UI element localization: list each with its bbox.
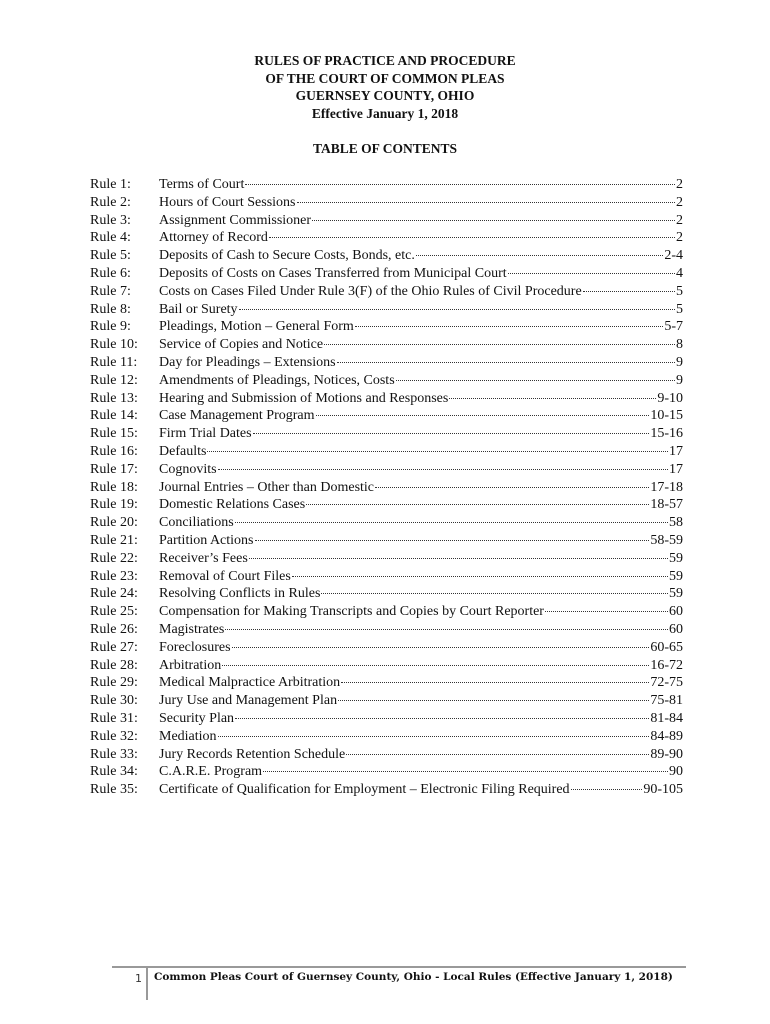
toc-entry (90, 764, 683, 782)
toc-rule-title: Jury Use and Management Plan (159, 693, 338, 709)
toc-page-reference: 8 (676, 337, 683, 353)
toc-page-reference: 18-57 (650, 497, 683, 513)
toc-entry (90, 640, 683, 658)
toc-rule-number: Rule 14: (90, 408, 138, 424)
footer-text: Common Pleas Court of Guernsey County, Ohio - Local Rules (Effective January 1, 2018) (154, 971, 673, 983)
toc-dot-leader (235, 522, 668, 523)
toc-page-reference: 58-59 (650, 532, 683, 548)
toc-entry (90, 551, 683, 569)
toc-rule-number: Rule 4: (90, 230, 131, 246)
toc-dot-leader (306, 504, 649, 505)
toc-dot-leader (218, 736, 650, 737)
toc-rule-title: Partition Actions (159, 532, 254, 548)
toc-dot-leader (321, 593, 668, 594)
toc-rule-title: Foreclosures (159, 639, 231, 655)
toc-rule-number: Rule 6: (90, 265, 131, 281)
toc-rule-number: Rule 20: (90, 515, 138, 531)
footer-divider (112, 966, 686, 968)
toc-rule-title: Terms of Court (159, 177, 245, 192)
toc-rule-number: Rule 32: (90, 728, 138, 744)
toc-page-reference: 17 (669, 461, 683, 477)
toc-dot-leader (239, 309, 675, 310)
toc-entry (90, 391, 683, 409)
toc-page-reference: 16-72 (650, 657, 683, 673)
toc-dot-leader (341, 682, 649, 683)
toc-entry (90, 622, 683, 640)
toc-page-reference: 2 (676, 177, 683, 192)
toc-rule-title: Firm Trial Dates (159, 426, 252, 442)
toc-entry (90, 729, 683, 747)
toc-rule-title: Medical Malpractice Arbitration (159, 675, 341, 691)
toc-dot-leader (338, 700, 649, 701)
toc-dot-leader (253, 433, 650, 434)
toc-rule-number: Rule 8: (90, 301, 131, 317)
toc-entry (90, 747, 683, 765)
toc-dot-leader (346, 754, 649, 755)
toc-rule-number: Rule 29: (90, 675, 138, 691)
toc-rule-number: Rule 27: (90, 639, 138, 655)
toc-page-reference: 59 (669, 586, 683, 602)
toc-page-reference: 10-15 (650, 408, 683, 424)
toc-entry (90, 533, 683, 551)
toc-rule-title: Costs on Cases Filed Under Rule 3(F) of the Ohio Rules of Civil Procedure (159, 283, 582, 299)
toc-page-reference: 5 (676, 283, 683, 299)
toc-entry (90, 426, 683, 444)
toc-dot-leader (316, 415, 650, 416)
toc-rule-number: Rule 1: (90, 177, 131, 192)
toc-page-reference: 2 (676, 194, 683, 210)
toc-rule-title: Journal Entries – Other than Domestic (159, 479, 375, 495)
toc-entry (90, 693, 683, 711)
header-title-line-1: RULES OF PRACTICE AND PROCEDURE (254, 53, 516, 68)
document-header (0, 52, 770, 122)
toc-rule-number: Rule 23: (90, 568, 138, 584)
toc-entry (90, 515, 683, 533)
toc-page-reference: 84-89 (650, 728, 683, 744)
toc-page-reference: 9 (676, 354, 683, 370)
toc-dot-leader (416, 255, 663, 256)
toc-page-reference: 2-4 (664, 248, 683, 264)
toc-rule-title: Magistrates (159, 621, 225, 637)
toc-rule-number: Rule 2: (90, 194, 131, 210)
toc-rule-title: Cognovits (159, 461, 217, 477)
toc-page-reference: 9 (676, 372, 683, 388)
toc-page-reference: 60-65 (650, 639, 683, 655)
toc-entry (90, 266, 683, 284)
toc-entry (90, 319, 683, 337)
toc-entry (90, 658, 683, 676)
toc-rule-number: Rule 5: (90, 248, 131, 264)
toc-entry (90, 497, 683, 515)
toc-rule-number: Rule 34: (90, 764, 138, 780)
toc-page-reference: 59 (669, 550, 683, 566)
toc-rule-number: Rule 18: (90, 479, 138, 495)
toc-rule-number: Rule 10: (90, 337, 138, 353)
toc-entry (90, 480, 683, 498)
toc-entry (90, 355, 683, 373)
toc-rule-title: Security Plan (159, 710, 235, 726)
toc-page-reference: 60 (669, 604, 683, 620)
toc-dot-leader (337, 362, 675, 363)
toc-page-reference: 72-75 (650, 675, 683, 691)
toc-entry (90, 711, 683, 729)
toc-rule-title: Bail or Surety (159, 301, 238, 317)
toc-entry (90, 675, 683, 693)
toc-rule-title: Jury Records Retention Schedule (159, 746, 346, 762)
toc-dot-leader (355, 326, 664, 327)
toc-rule-title: Resolving Conflicts in Rules (159, 586, 321, 602)
toc-entry (90, 195, 683, 213)
toc-entry (90, 248, 683, 266)
toc-rule-title: Certificate of Qualification for Employment – Electronic Filing Required (159, 782, 570, 798)
toc-entry (90, 782, 683, 800)
toc-rule-title: Defaults (159, 443, 207, 459)
toc-rule-title: Domestic Relations Cases (159, 497, 306, 513)
toc-rule-number: Rule 33: (90, 746, 138, 762)
toc-dot-leader (583, 291, 675, 292)
toc-rule-title: Mediation (159, 728, 217, 744)
toc-rule-number: Rule 3: (90, 212, 131, 228)
toc-entry (90, 302, 683, 320)
toc-rule-title: Hours of Court Sessions (159, 194, 296, 210)
toc-dot-leader (297, 202, 675, 203)
toc-rule-title: Deposits of Costs on Cases Transferred from Municipal Court (159, 265, 507, 281)
toc-dot-leader (292, 576, 668, 577)
toc-rule-number: Rule 9: (90, 319, 131, 335)
toc-rule-number: Rule 11: (90, 354, 138, 370)
toc-entry (90, 604, 683, 622)
toc-rule-title: Attorney of Record (159, 230, 268, 246)
toc-rule-number: Rule 24: (90, 586, 138, 602)
toc-entry (90, 586, 683, 604)
toc-rule-title: Service of Copies and Notice (159, 337, 324, 353)
toc-dot-leader (255, 540, 650, 541)
toc-entry (90, 444, 683, 462)
toc-heading: TABLE OF CONTENTS (312, 141, 458, 156)
toc-entry (90, 284, 683, 302)
toc-rule-title: Removal of Court Files (159, 568, 291, 584)
toc-dot-leader (375, 487, 649, 488)
toc-entry (90, 408, 683, 426)
footer-vertical-divider (146, 966, 148, 1000)
toc-rule-number: Rule 16: (90, 443, 138, 459)
toc-entry (90, 337, 683, 355)
toc-rule-title: Receiver’s Fees (159, 550, 248, 566)
toc-rule-title: Conciliations (159, 515, 234, 531)
header-effective-date: Effective January 1, 2018 (311, 105, 459, 121)
toc-rule-number: Rule 26: (90, 621, 138, 637)
toc-rule-title: Pleadings, Motion – General Form (159, 319, 354, 335)
toc-rule-number: Rule 22: (90, 550, 138, 566)
toc-page-reference: 90-105 (643, 782, 683, 798)
toc-rule-title: Hearing and Submission of Motions and Responses (159, 390, 449, 406)
toc-entry (90, 373, 683, 391)
table-of-contents (90, 177, 683, 800)
toc-page-reference: 89-90 (650, 746, 683, 762)
toc-page-reference: 4 (676, 265, 683, 281)
toc-dot-leader (249, 558, 668, 559)
toc-entry (90, 213, 683, 231)
toc-page-reference: 5 (676, 301, 683, 317)
toc-page-reference: 90 (669, 764, 683, 780)
toc-rule-title: Day for Pleadings – Extensions (159, 354, 336, 370)
toc-rule-title: Arbitration (159, 657, 222, 673)
toc-rule-title: Deposits of Cash to Secure Costs, Bonds, etc. (159, 248, 415, 264)
toc-dot-leader (396, 380, 675, 381)
toc-dot-leader (232, 647, 650, 648)
toc-rule-title: Assignment Commissioner (159, 212, 312, 228)
header-county-line: GUERNSEY COUNTY, OHIO (295, 88, 475, 103)
toc-rule-number: Rule 30: (90, 693, 138, 709)
toc-page-reference: 15-16 (650, 426, 683, 442)
toc-page-reference: 2 (676, 212, 683, 228)
toc-page-reference: 17 (669, 443, 683, 459)
toc-rule-number: Rule 19: (90, 497, 138, 513)
toc-dot-leader (269, 237, 675, 238)
toc-dot-leader (571, 789, 643, 790)
toc-rule-number: Rule 28: (90, 657, 138, 673)
toc-rule-number: Rule 7: (90, 283, 131, 299)
toc-page-reference: 58 (669, 515, 683, 531)
toc-rule-number: Rule 21: (90, 532, 138, 548)
toc-page-reference: 60 (669, 621, 683, 637)
toc-entry (90, 230, 683, 248)
toc-page-reference: 81-84 (650, 710, 683, 726)
toc-page-reference: 9-10 (657, 390, 683, 406)
toc-dot-leader (263, 771, 668, 772)
toc-dot-leader (508, 273, 675, 274)
toc-dot-leader (324, 344, 675, 345)
toc-dot-leader (312, 220, 675, 221)
toc-page-reference: 75-81 (650, 693, 683, 709)
toc-page-reference: 2 (676, 230, 683, 246)
toc-dot-leader (449, 398, 656, 399)
toc-dot-leader (222, 665, 649, 666)
toc-dot-leader (235, 718, 649, 719)
toc-rule-title: Compensation for Making Transcripts and Copies by Court Reporter (159, 604, 544, 620)
toc-rule-number: Rule 25: (90, 604, 138, 620)
toc-page-reference: 59 (669, 568, 683, 584)
toc-rule-number: Rule 35: (90, 782, 138, 798)
toc-rule-number: Rule 15: (90, 426, 138, 442)
footer-page-number: 1 (135, 972, 142, 985)
toc-dot-leader (245, 184, 675, 185)
toc-rule-number: Rule 31: (90, 710, 138, 726)
toc-page-reference: 5-7 (664, 319, 683, 335)
toc-rule-number: Rule 12: (90, 372, 138, 388)
toc-entry (90, 569, 683, 587)
toc-dot-leader (207, 451, 668, 452)
toc-page-reference: 17-18 (650, 479, 683, 495)
toc-dot-leader (545, 611, 668, 612)
toc-rule-title: C.A.R.E. Program (159, 764, 263, 780)
toc-rule-title: Case Management Program (159, 408, 315, 424)
toc-entry (90, 462, 683, 480)
toc-dot-leader (218, 469, 668, 470)
toc-entry (90, 177, 683, 195)
toc-dot-leader (225, 629, 668, 630)
toc-rule-number: Rule 13: (90, 390, 138, 406)
header-title-line-2: OF THE COURT OF COMMON PLEAS (265, 70, 505, 86)
toc-rule-number: Rule 17: (90, 461, 138, 477)
toc-rule-title: Amendments of Pleadings, Notices, Costs (159, 372, 395, 388)
